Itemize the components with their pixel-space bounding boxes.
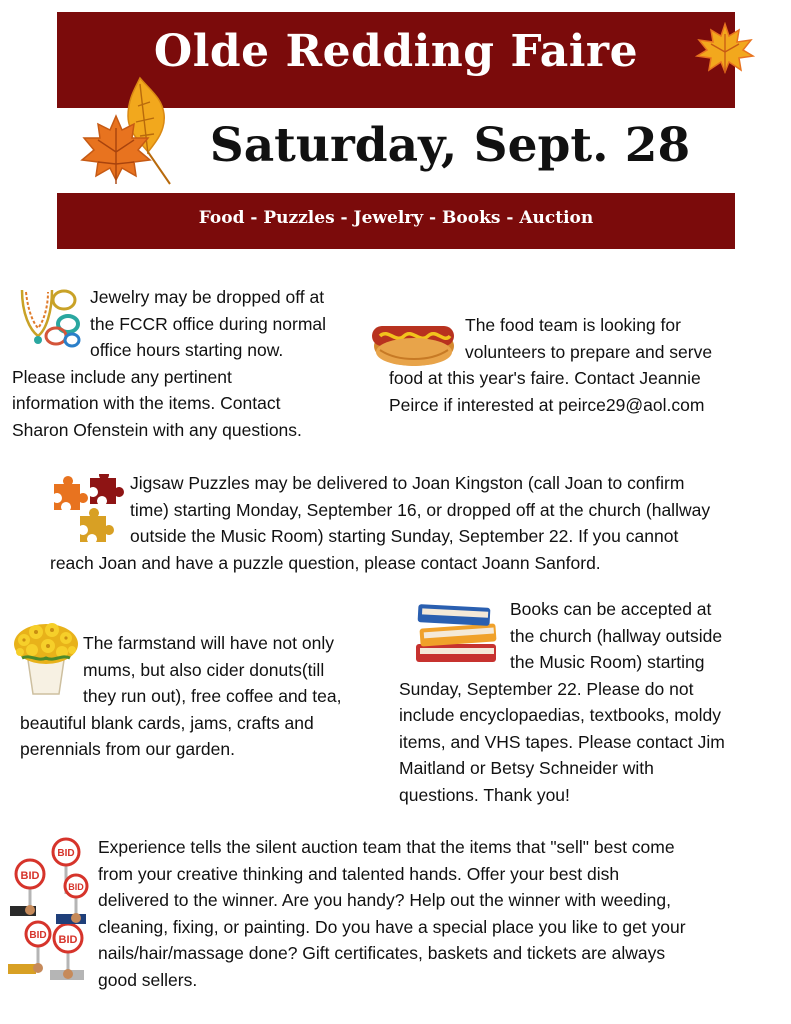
bid-paddle-label: BID bbox=[57, 848, 75, 859]
bid-paddle-label: BID bbox=[29, 930, 47, 941]
food-paragraph bbox=[389, 312, 759, 418]
auction-line: good sellers. bbox=[98, 969, 198, 990]
auction-paragraph bbox=[98, 834, 788, 993]
farmstand-paragraph bbox=[20, 630, 380, 763]
auction-line: Experience tells the silent auction team that the items that "sell" best come bbox=[98, 837, 675, 857]
jewelry-line: Please include any pertinent bbox=[12, 366, 232, 387]
puzzles-line: outside the Music Room) starting Sunday, September 22. If you cannot bbox=[130, 526, 679, 546]
bid-paddles-icon bbox=[6, 834, 92, 994]
autumn-leaves-icon bbox=[78, 72, 188, 187]
bid-paddle-label: BID bbox=[20, 870, 40, 882]
farmstand-line: The farmstand will have not only bbox=[83, 633, 334, 653]
books-line: Maitland or Betsy Schneider with bbox=[399, 758, 654, 778]
bid-paddle-label: BID bbox=[68, 882, 84, 892]
event-date: Saturday, Sept. 28 bbox=[209, 118, 691, 173]
puzzles-line: time) starting Monday, September 16, or dropped off at the church (hallway bbox=[130, 499, 711, 520]
jewelry-line: Jewelry may be dropped off at bbox=[90, 287, 325, 307]
books-line: Sunday, September 22. Please do not bbox=[399, 678, 694, 699]
books-line: Books can be accepted at bbox=[510, 599, 712, 619]
jewelry-paragraph bbox=[12, 284, 362, 443]
food-line: volunteers to prepare and serve bbox=[465, 341, 713, 362]
puzzles-line: Jigsaw Puzzles may be delivered to Joan Kingston (call Joan to confirm bbox=[130, 473, 685, 493]
books-line: the church (hallway outside bbox=[510, 625, 723, 646]
jewelry-line: the FCCR office during normal bbox=[90, 313, 327, 334]
categories-list: Food - Puzzles - Jewelry - Books - Auction bbox=[198, 208, 594, 228]
farmstand-line: perennials from our garden. bbox=[20, 739, 235, 759]
books-line: items, and VHS tapes. Please contact Jim bbox=[399, 731, 725, 752]
books-line: include encyclopaedias, textbooks, moldy bbox=[399, 705, 721, 725]
books-line: questions. Thank you! bbox=[399, 784, 570, 805]
farmstand-line: beautiful blank cards, jams, crafts and bbox=[20, 712, 314, 733]
bid-paddle-label: BID bbox=[58, 934, 78, 946]
jewelry-line: office hours starting now. bbox=[90, 340, 284, 360]
page-title: Olde Redding Faire bbox=[153, 26, 639, 77]
farmstand-line: they run out), free coffee and tea, bbox=[83, 686, 342, 706]
auction-line: cleaning, fixing, or painting. Do you have a special place you like to get your bbox=[98, 916, 686, 937]
auction-line: nails/hair/massage done? Gift certificates, baskets and tickets are always bbox=[98, 943, 666, 963]
maple-leaf-icon bbox=[695, 22, 755, 74]
puzzles-paragraph bbox=[50, 470, 780, 576]
books-paragraph bbox=[399, 596, 779, 808]
books-line: the Music Room) starting bbox=[510, 652, 705, 672]
food-line: food at this year's faire. Contact Jeannie bbox=[389, 368, 701, 388]
food-line: The food team is looking for bbox=[465, 315, 681, 335]
puzzles-line: reach Joan and have a puzzle question, please contact Joann Sanford. bbox=[50, 552, 601, 573]
farmstand-line: mums, but also cider donuts(till bbox=[83, 659, 325, 680]
auction-line: delivered to the winner. Are you handy? Help out the winner with weeding, bbox=[98, 890, 671, 910]
auction-line: from your creative thinking and talented hands. Offer your best dish bbox=[98, 863, 620, 884]
food-line: Peirce if interested at peirce29@aol.com bbox=[389, 394, 705, 415]
jewelry-line: information with the items. Contact bbox=[12, 393, 281, 413]
jewelry-line: Sharon Ofenstein with any questions. bbox=[12, 419, 302, 440]
